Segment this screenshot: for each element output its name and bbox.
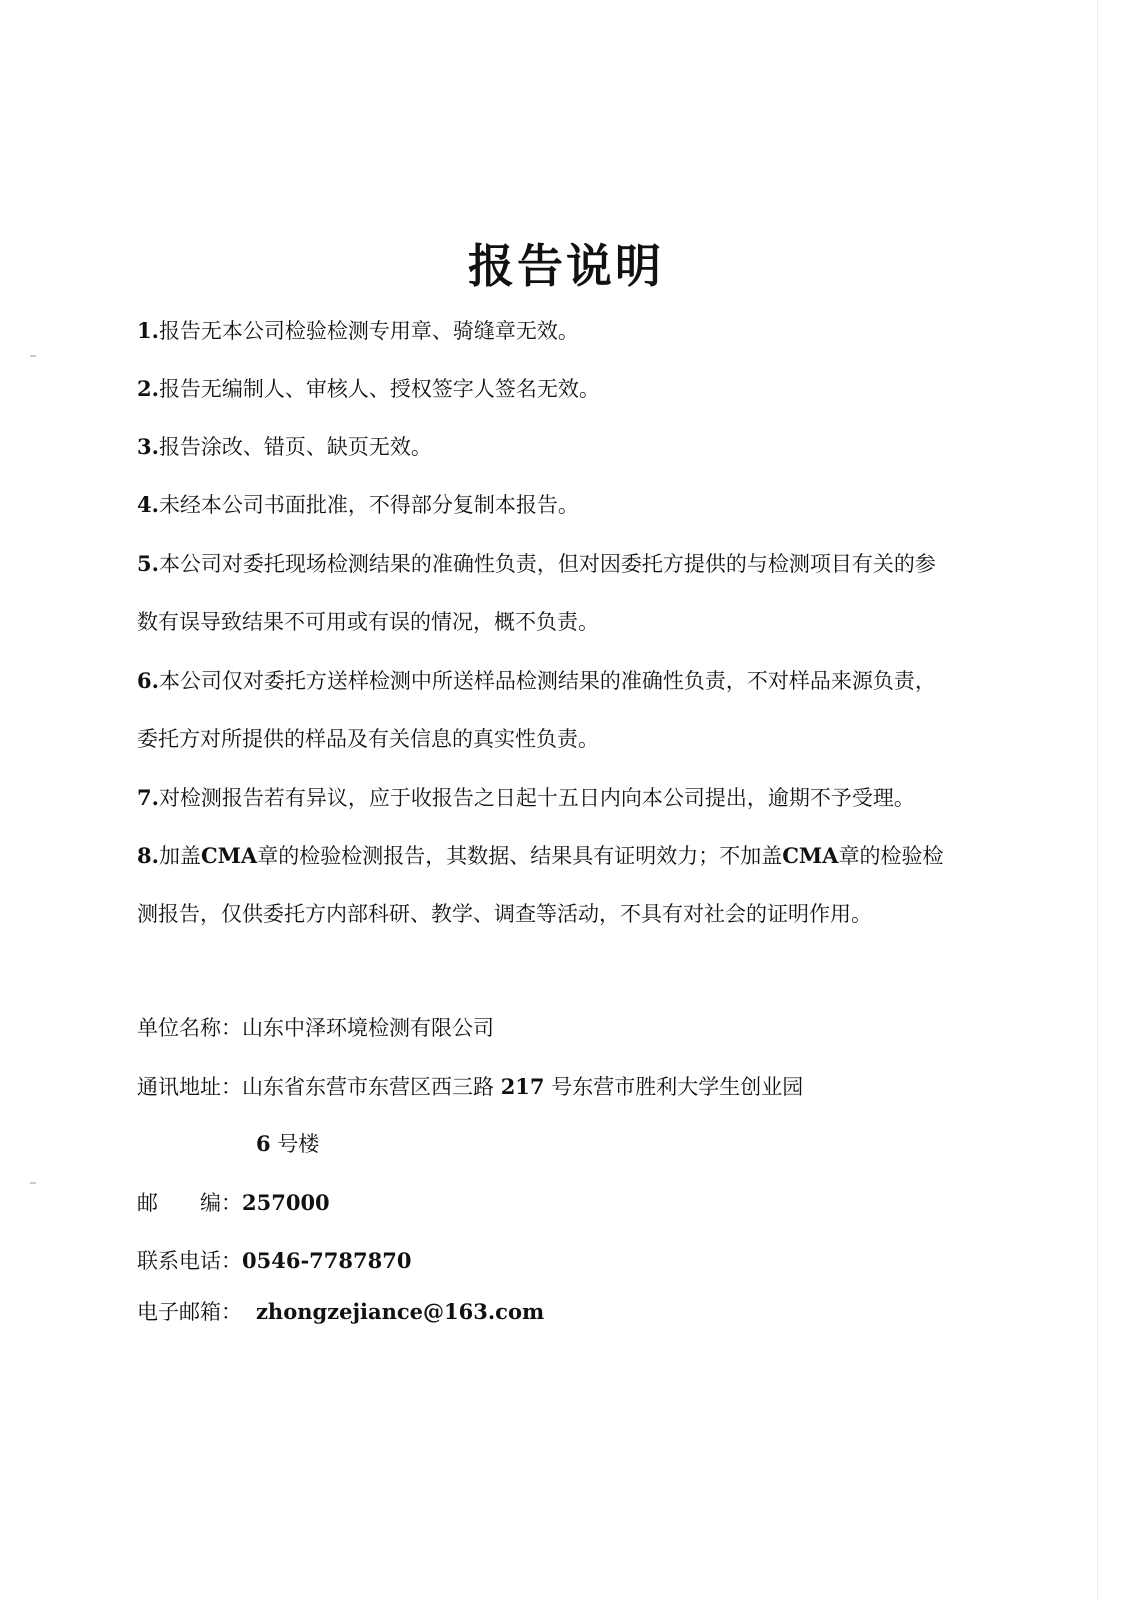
unit-name-value: 山东中泽环境检测有限公司	[242, 1016, 494, 1040]
address-row-cont: 6 号楼	[256, 1131, 320, 1156]
address-row	[137, 1072, 803, 1102]
notice-item-8-cont: 测报告，仅供委托方内部科研、教学、调查等活动，不具有对社会的证明作用。	[137, 902, 872, 926]
notice-item-1: 1.报告无本公司检验检测专用章、骑缝章无效。	[137, 318, 579, 343]
page-title: 报告说明	[468, 239, 664, 293]
email-row	[137, 1297, 544, 1327]
postcode-value: 257000	[242, 1190, 330, 1215]
unit-name-label: 单位名称：	[137, 1016, 242, 1040]
notice-item-7: 7.对检测报告若有异议，应于收报告之日起十五日内向本公司提出，逾期不予受理。	[137, 785, 915, 810]
notice-item-8: 8.加盖CMA章的检验检测报告，其数据、结果具有证明效力；不加盖CMA章的检验检	[137, 843, 944, 868]
postcode-label: 邮 编：	[137, 1191, 242, 1215]
email-value: zhongzejiance@163.com	[256, 1299, 545, 1324]
scan-mark	[30, 1182, 36, 1184]
notice-item-3: 3.报告涂改、错页、缺页无效。	[137, 434, 432, 459]
notice-item-6: 6.本公司仅对委托方送样检测中所送样品检测结果的准确性负责，不对样品来源负责，	[137, 668, 936, 693]
phone-value: 0546-7787870	[242, 1248, 412, 1273]
notice-item-5-cont: 数有误导致结果不可用或有误的情况，概不负责。	[137, 610, 599, 634]
scan-mark	[30, 355, 36, 357]
phone-row	[137, 1246, 411, 1276]
phone-label: 联系电话：	[137, 1249, 242, 1273]
notice-item-6-cont: 委托方对所提供的样品及有关信息的真实性负责。	[137, 727, 599, 751]
notice-item-4: 4.未经本公司书面批准，不得部分复制本报告。	[137, 492, 579, 517]
address-label: 通讯地址：	[137, 1075, 242, 1099]
unit-name-row	[137, 1013, 494, 1043]
postcode-row	[137, 1188, 330, 1218]
email-label: 电子邮箱：	[137, 1300, 242, 1324]
notice-item-2: 2.报告无编制人、审核人、授权签字人签名无效。	[137, 376, 600, 401]
notice-item-5: 5.本公司对委托现场检测结果的准确性负责，但对因委托方提供的与检测项目有关的参	[137, 551, 936, 576]
address-value: 山东省东营市东营区西三路 217 号东营市胜利大学生创业园	[242, 1074, 804, 1099]
